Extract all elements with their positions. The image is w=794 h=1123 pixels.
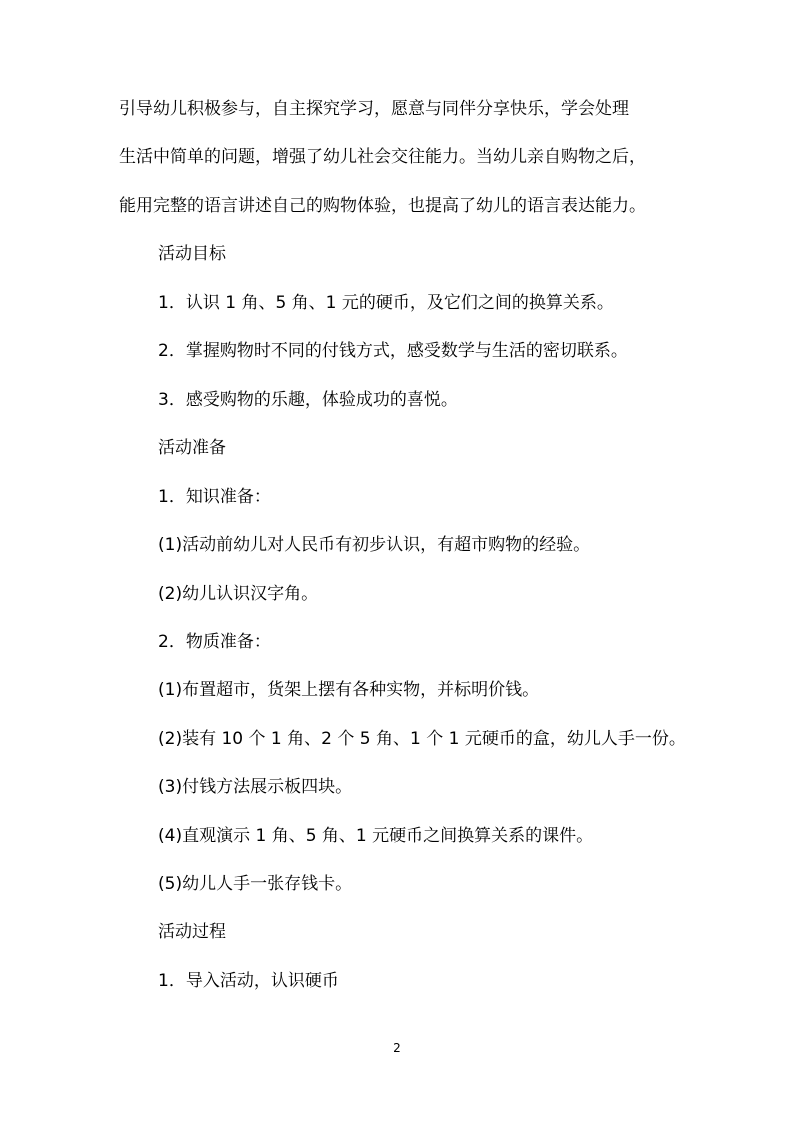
prep-material-item-3: (3)付钱方法展示板四块。 xyxy=(158,777,353,797)
prep-knowledge-item-1: (1)活动前幼儿对人民币有初步认识，有超市购物的经验。 xyxy=(158,535,591,555)
prep-subheading-materials: 2．物质准备： xyxy=(158,632,271,652)
paragraph-line-1: 引导幼儿积极参与，自主探究学习，愿意与同伴分享快乐，学会处理 xyxy=(119,99,629,119)
page-number: 2 xyxy=(393,1041,401,1055)
goal-item-1: 1．认识 1 角、5 角、1 元的硬币，及它们之间的换算关系。 xyxy=(158,293,614,313)
goal-item-2: 2．掌握购物时不同的付钱方式，感受数学与生活的密切联系。 xyxy=(158,341,628,361)
section-heading-activity-preparation: 活动准备 xyxy=(158,438,226,458)
prep-material-item-4: (4)直观演示 1 角、5 角、1 元硬币之间换算关系的课件。 xyxy=(158,826,594,846)
section-heading-activity-process: 活动过程 xyxy=(158,922,226,942)
paragraph-line-3: 能用完整的语言讲述自己的购物体验，也提高了幼儿的语言表达能力。 xyxy=(119,196,646,216)
prep-material-item-2: (2)装有 10 个 1 角、2 个 5 角、1 个 1 元硬币的盒，幼儿人手一份。 xyxy=(158,729,686,749)
goal-item-3: 3．感受购物的乐趣，体验成功的喜悦。 xyxy=(158,390,458,410)
prep-subheading-knowledge: 1．知识准备： xyxy=(158,487,271,507)
prep-material-item-1: (1)布置超市，货架上摆有各种实物，并标明价钱。 xyxy=(158,680,540,700)
section-heading-activity-goals: 活动目标 xyxy=(158,244,226,264)
process-item-1: 1．导入活动，认识硬币 xyxy=(158,971,339,991)
paragraph-line-2: 生活中简单的问题，增强了幼儿社会交往能力。当幼儿亲自购物之后， xyxy=(119,147,646,167)
prep-knowledge-item-2: (2)幼儿认识汉字角。 xyxy=(158,584,319,604)
prep-material-item-5: (5)幼儿人手一张存钱卡。 xyxy=(158,874,353,894)
